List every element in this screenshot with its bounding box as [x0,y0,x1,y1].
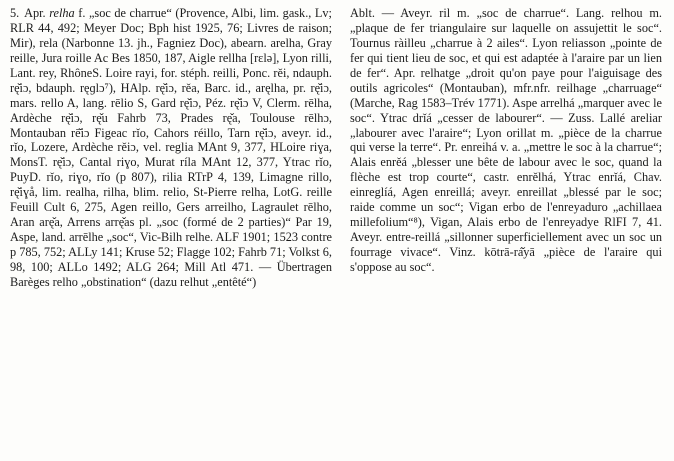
entry-lead-text: f. „soc de charrue“ (Provence, Albi, lim. gask., Lv; RLR 44, 492; Meyer Doc; Bph hist 1925, 76; Livres de raison; Mir), [10,6,332,50]
dictionary-entry-5 [10,6,332,290]
right-text-column [344,6,674,461]
left-text-column [0,6,344,461]
derivatives-section [350,6,662,275]
entry-headword: relha [49,6,75,20]
entry-number: 5. [10,6,20,20]
entry-body-text: rela (Narbonne 13. jh., Fagniez Doc), abearn. arelha, Gray reille, Jura roille Ac Bes 1850, 187, Aigle rellha [rɛlə], Lyon rilli, Lant. rey, RhôneS. Loire rayi, for. stéph. reilli, Ponc. rěi, ndauph. rę̌iɔ, bdauph. ręɡlɔ⁷), HAlp. rę̌iɔ, rěa, Barc. id., aręlha, pr. rę̌iɔ, mars. rello A, lang. rēlio S, Gard rę̌iɔ, Péz. rę̌iɔ V, Clerm. rēlha, Ardèche rę̌iɔ, rę̌u Fahrb 73, Prades rę̌a, Toulouse rēlhɔ, Montauban rē̌iɔ Figeac rǐo, Cahors réillo, Tarn rę̌iɔ, aveyr. id., rǐo, Lozere, Ardèche rěiɔ, vel. reglia MAnt 9, 377, HLoire riɣa, MonsT. rę̌iɔ, Cantal riɣo, Murat ríla MAnt 12, 377, Ytrac rǐo, PuyD. rǐo, riɣo, rǐo (p 807), rilia RTrP 4, 139, Limagne rillo, rę̌iɣå, lim. realha, rilha, blim. relio, St-Pierre relha, LotG. reille Feuill Cult 6, 275, Agen reillo, Gers arreilho, Lagraulet rēlho, Aran arę̌a, Arrens arrę̌as pl. „soc (formé de 2 parties)“ Par 19, Aspe, land. arrēlhe „soc“, Vic-Bilh relhe. ALF 1901; 1523 contre p 785, 752; ALLy 141; Kruse 52; Flagge 102; Fahrb 71; Volkst 6, 98, 100; ALLo 1492; ALG 264; Mill Atl 471. — Übertragen Barèges relho „obstination“ (dazu relhut „entêté“) [10,35,332,289]
derivatives-text: Ablt. — Aveyr. ril m. „soc de charrue“. Lang. relhou m. „plaque de fer triangulaire sur laquelle on assujettit le soc“. Tournus ràilleu „charrue à 2 ailes“. Lyon reliasson „pointe de fer qui tient lieu de soc, et qui est adaptée à l'araire par un lien de fer“. Apr. relhatge „droit qu'on paye pour l'aiguisage des outils agricoles“ (Montauban), mfr.nfr. reilhage „charruage“ (Marche, Rag 1583–Trév 1771). Aspe arrelhá „marquer avec le soc“. Ytrac drǐá „cesser de labourer“. — Zuss. Lallé areliar „labourer avec l'araire“; Lyon orillat m. „pièce de la charrue qui verse la terre“. Pr. enreihá v. a. „mettre le soc à la charrue“; Alais enrěá „blesser une bête de labour avec le soc, quand la flèche est trop courte“, castr. enrělhá, Ytrac enrǐá, Chav. einreglíá, Agen enreillá; aveyr. enreillat „blessé par le soc; raide comme un soc“; Vigan erbo de l'enreyaduro „achillaea millefolium“⁸), Vigan, Alais erbo de l'enreyadye RlFI 7, 41. Aveyr. entre-reillá „sillonner superficiellement avec un soc un fourrage vivace“. Vinz. kōtrā-rá̌yā „pièce de l'araire qui s'oppose au soc“. [350,6,662,274]
entry-language-abbrev: Apr. [24,6,46,20]
